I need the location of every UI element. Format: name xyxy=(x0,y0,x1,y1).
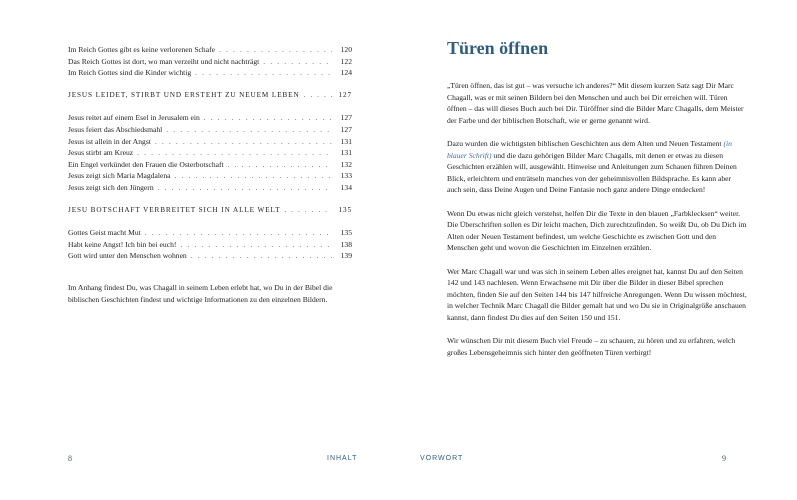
paragraph: „Türen öffnen, das ist gut – was versuche ich anderes?“ Mit diesem kurzen Satz sagt Dir Marc Chagall, was er mit seinen Bildern bei den Menschen und auch bei Dir erreichen will. Türen öffnen – das will dieses Buch auch bei Dir. Türöffner sind die Bilder Marc Chagalls, dem Meister der Farbe und der biblischen Botschaft, wie er gerne genannt wird. xyxy=(447,81,744,125)
toc-entry[interactable]: Jesus zeigt sich den Jüngern . . . 134 xyxy=(68,182,352,194)
toc-entry[interactable]: Gottes Geist macht Mut . . . 135 xyxy=(68,227,352,239)
page-title: Türen öffnen xyxy=(447,38,549,58)
paragraph: Wer Marc Chagall war und was sich in seinem Leben alles ereignet hat, kannst Du auf den Seiten 142 und 143 nachlesen. Wenn Erwachsene mit Dir über die Bilder in dieser Bibel sprechen möchten, finden Sie auf den Seiten 144 bis 147 hilfreiche Anregungen. Wenn Du wissen möchtest, in welcher Technik Marc Chagall die Bilder gemalt hat und wo Du sie in Originalgröße anschauen kannst, dann findest Du dies auf den Seiten 150 und 151. xyxy=(447,266,747,322)
table-of-contents xyxy=(68,44,352,262)
toc-entry[interactable]: Jesus ist allein in der Angst . . . 131 xyxy=(68,136,352,148)
page-number-left: 8 xyxy=(68,454,72,463)
toc-entry[interactable]: Im Reich Gottes gibt es keine verlorenen Schafe . . . 120 xyxy=(68,44,352,56)
toc-entry[interactable]: Habt keine Angst! Ich bin bei euch! . . . 138 xyxy=(68,239,352,251)
toc-entry[interactable]: Jesus feiert das Abschiedsmahl . . . 127 xyxy=(68,124,352,136)
toc-entry[interactable]: Jesus reitet auf einem Esel in Jerusalem ein . . . 127 xyxy=(68,112,352,124)
blue-text-note: (in blauer Schrift) xyxy=(447,138,732,160)
paragraph: Dazu wurden die wichtigsten biblischen Geschichten aus dem Alten und Neuen Testament (in blauer Schrift) und die dazu gehörigen Bilder Marc Chagalls, mit denen er etwas zu diesen Geschichten erzählen will, ausgewählt. Hinweise und Anleitungen zum Schauen führen Deinen Blick, erleichtern und enträtseln manches von der geheimnisvollen Bildsprache. Es kann aber auch sein, dass Deine Augen und Deine Fantasie noch ganz andere Dinge entdecken! xyxy=(447,138,737,195)
toc-entry[interactable]: Im Reich Gottes sind die Kinder wichtig . . . 124 xyxy=(68,67,352,79)
toc-entry[interactable]: Jesus zeigt sich Maria Magdalena . . . 133 xyxy=(68,170,352,182)
page-number-right: 9 xyxy=(722,454,726,463)
right-page xyxy=(399,0,797,500)
left-page xyxy=(0,0,398,500)
paragraph: Wenn Du etwas nicht gleich verstehst, helfen Dir die Texte in den blauen „Farbklecksen“ weiter. Die Überschriften sollen es Dir leicht machen, Dich zurechtzufinden. So weißt Du, ob Du Dich im Alten oder Neuen Testament befindest, um welche Geschichte es zwischen Gott und den Menschen geht und wovon die Geschichten im Einzelnen erzählen. xyxy=(447,208,747,253)
toc-entry[interactable]: Das Reich Gottes ist dort, wo man verzeiht und nicht nachträgt . . . 122 xyxy=(68,56,352,68)
running-head-right: VORWORT xyxy=(420,455,464,462)
foreword-body xyxy=(447,80,747,370)
toc-entry[interactable]: Gott wird unter den Menschen wohnen . . . 139 xyxy=(68,250,352,262)
toc-entry[interactable]: Ein Engel verkündet den Frauen die Osterbotschaft . . . 132 xyxy=(68,159,352,171)
toc-section-heading[interactable]: JESUS LEIDET, STIRBT UND ERSTEHT ZU NEUEM LEBEN . . . 127 xyxy=(68,90,352,102)
running-head-left: INHALT xyxy=(327,455,358,462)
paragraph: Wir wünschen Dir mit diesem Buch viel Freude – zu schauen, zu hören und zu erfahren, welch großes Lebensgeheimnis sich hinter den geöffneten Türen verbirgt! xyxy=(447,336,736,357)
appendix-note: Im Anhang findest Du, was Chagall in seinem Leben erlebt hat, wo Du in der Bibel die biblischen Geschichten findest und wichtige Informationen zu den einzelnen Bildern. xyxy=(68,283,333,304)
toc-section-heading[interactable]: JESU BOTSCHAFT VERBREITET SICH IN ALLE WELT . . . 135 xyxy=(68,205,352,217)
toc-entry[interactable]: Jesus stirbt am Kreuz . . . 131 xyxy=(68,147,352,159)
